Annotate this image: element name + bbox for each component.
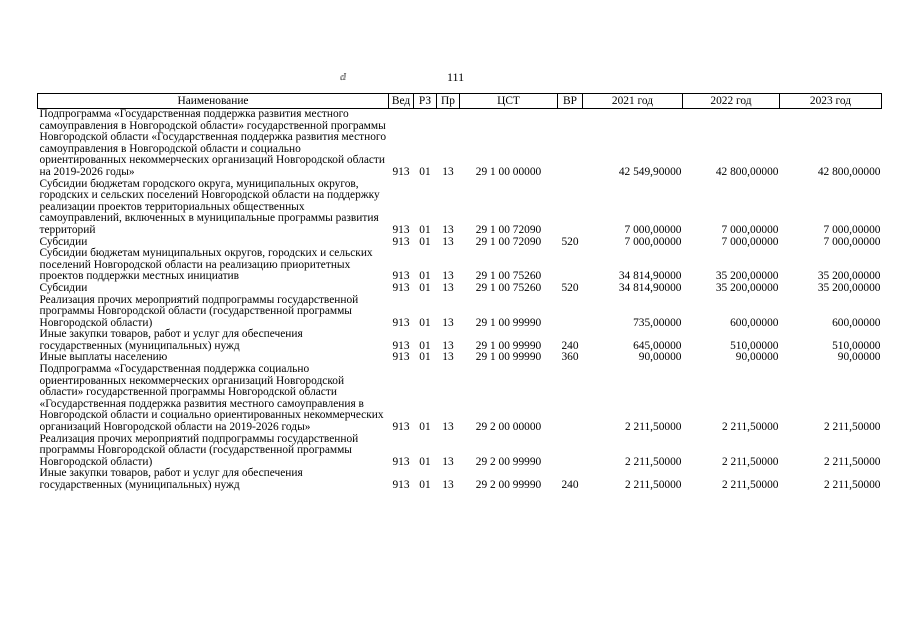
cell-pr: 13 <box>442 479 454 491</box>
cell-2021: 34 814,90000 <box>618 270 682 283</box>
cell-pr: 13 <box>442 281 454 294</box>
cell-ved: 913 <box>392 479 410 491</box>
cell-2021: 90,00000 <box>638 351 682 364</box>
cell-rz: 01 <box>419 223 431 236</box>
header-2023: 2023 год <box>780 94 882 109</box>
header-ved: Вед <box>389 94 414 109</box>
cell-vr: 240 <box>561 479 579 491</box>
cell-cst: 29 1 00 75260 <box>475 281 542 294</box>
table-row <box>38 295 882 330</box>
table-row <box>38 434 882 469</box>
cell-name: Субсидии бюджетам городского округа, муниципальных округов, городских и сельских поселений Новгородской области на поддержку реализации проектов территориальных общественных самоуправлений, включенных в муниципальные программы развития территорий <box>39 177 380 236</box>
table-row <box>38 248 882 283</box>
cell-pr: 13 <box>442 421 454 434</box>
cell-2023: 2 211,50000 <box>823 421 881 434</box>
table-body <box>38 109 882 492</box>
cell-ved: 913 <box>392 351 410 364</box>
cell-rz: 01 <box>419 421 431 434</box>
cell-2022: 7 000,00000 <box>721 235 779 248</box>
cell-cst: 29 1 00 72090 <box>475 235 542 248</box>
cell-pr: 13 <box>442 316 454 329</box>
cell-vr: 520 <box>561 235 579 248</box>
cell-2023: 35 200,00000 <box>817 270 881 283</box>
cell-name: Субсидии <box>39 235 88 248</box>
cell-name: Субсидии бюджетам муниципальных округов, городских и сельских поселений Новгородской области на реализацию приоритетных проектов поддержки местных инициатив <box>39 247 373 283</box>
cell-rz: 01 <box>419 270 431 283</box>
cell-vr: 360 <box>561 351 579 364</box>
header-2022: 2022 год <box>683 94 780 109</box>
cell-2021: 2 211,50000 <box>624 455 682 468</box>
cell-2022: 42 800,00000 <box>715 165 779 178</box>
budget-table <box>37 93 882 492</box>
cell-ved: 913 <box>392 455 410 468</box>
cell-pr: 13 <box>442 339 454 352</box>
cell-name: Иные выплаты населению <box>39 351 168 364</box>
cell-ved: 913 <box>392 270 410 283</box>
cell-2023: 2 211,50000 <box>823 479 881 491</box>
cell-vr: 240 <box>561 339 579 352</box>
cell-2021: 34 814,90000 <box>618 281 682 294</box>
cell-rz: 01 <box>419 339 431 352</box>
cell-2023: 510,00000 <box>832 339 881 352</box>
cell-2021: 7 000,00000 <box>624 223 682 236</box>
cell-2021: 2 211,50000 <box>624 421 682 434</box>
cell-vr <box>558 109 583 179</box>
cell-cst: 29 1 00 75260 <box>475 270 542 283</box>
cell-2022: 600,00000 <box>730 316 779 329</box>
cell-ved: 913 <box>392 316 410 329</box>
cell-2022: 2 211,50000 <box>721 421 779 434</box>
cell-cst: 29 2 00 00000 <box>475 421 542 434</box>
cell-name: Реализация прочих мероприятий подпрограммы государственной программы Новгородской области (государственной программы Новгородской области) <box>39 293 359 329</box>
header-rz: РЗ <box>414 94 437 109</box>
table-row <box>38 283 882 295</box>
cell-cst: 29 2 00 99990 <box>475 455 542 468</box>
cell-2021: 7 000,00000 <box>624 235 682 248</box>
cell-pr: 13 <box>442 223 454 236</box>
cell-ved: 913 <box>392 165 410 178</box>
header-name: Наименование <box>38 94 389 109</box>
cell-2023: 7 000,00000 <box>823 235 881 248</box>
cell-name: Иные закупки товаров, работ и услуг для обеспечения государственных (муниципальных) нужд <box>39 467 303 491</box>
cell-2021: 2 211,50000 <box>624 479 682 491</box>
table-header-row <box>38 94 882 109</box>
table-row <box>38 109 882 179</box>
cell-rz: 01 <box>419 455 431 468</box>
page-number: 111 <box>447 70 465 84</box>
header-pr: Пр <box>437 94 460 109</box>
table-row <box>38 179 882 237</box>
cell-cst: 29 2 00 99990 <box>475 479 542 491</box>
cell-name: Субсидии <box>39 281 88 294</box>
cell-pr: 13 <box>442 351 454 364</box>
cell-vr <box>558 434 583 469</box>
cell-2022: 2 211,50000 <box>721 455 779 468</box>
cell-name: Подпрограмма «Государственная поддержка социально ориентированных некоммерческих организаций Новгородской области» государственной программы Новгородской области «Государственная поддержка развития местного самоуправления в Новгородской области и социально ориентированных некоммерческих организаций Новгородской области на 2019-2026 годы» <box>39 363 384 434</box>
cell-2021: 42 549,90000 <box>618 165 682 178</box>
cell-name: Иные закупки товаров, работ и услуг для обеспечения государственных (муниципальных) нужд <box>39 328 303 352</box>
cell-2023: 42 800,00000 <box>817 165 881 178</box>
cell-cst: 29 1 00 72090 <box>475 223 542 236</box>
cell-cst: 29 1 00 99990 <box>475 339 542 352</box>
cell-cst: 29 1 00 00000 <box>475 165 542 178</box>
cell-2022: 7 000,00000 <box>721 223 779 236</box>
table-row <box>38 364 882 434</box>
header-2021: 2021 год <box>583 94 683 109</box>
cell-2023: 90,00000 <box>837 351 881 364</box>
cell-rz: 01 <box>419 281 431 294</box>
cell-vr <box>558 364 583 434</box>
cell-2023: 600,00000 <box>832 316 881 329</box>
cell-2022: 90,00000 <box>735 351 779 364</box>
cell-2022: 35 200,00000 <box>715 270 779 283</box>
cell-pr: 13 <box>442 165 454 178</box>
cell-rz: 01 <box>419 165 431 178</box>
cell-cst: 29 1 00 99990 <box>475 351 542 364</box>
cell-name: Подпрограмма «Государственная поддержка развития местного самоуправления в Новгородской области» государственной программы Новгородской области «Государственная поддержка развития местного самоуправления в Новгородской области и социально ориентированных некоммерческих организаций Новгородской области на 2019-2026 годы» <box>39 108 387 178</box>
cell-ved: 913 <box>392 223 410 236</box>
cell-ved: 913 <box>392 339 410 352</box>
cell-rz: 01 <box>419 316 431 329</box>
cell-ved: 913 <box>392 281 410 294</box>
cell-ved: 913 <box>392 421 410 434</box>
page-mark: ⅆ <box>340 72 347 82</box>
cell-vr <box>558 248 583 283</box>
cell-pr: 13 <box>442 270 454 283</box>
cell-pr: 13 <box>442 455 454 468</box>
cell-vr <box>558 179 583 237</box>
cell-vr <box>558 295 583 330</box>
cell-2022: 510,00000 <box>730 339 779 352</box>
cell-pr: 13 <box>442 235 454 248</box>
cell-rz: 01 <box>419 235 431 248</box>
table-row <box>38 468 882 491</box>
cell-ved: 913 <box>392 235 410 248</box>
cell-rz: 01 <box>419 479 431 491</box>
cell-2021: 735,00000 <box>633 316 682 329</box>
cell-2022: 2 211,50000 <box>721 479 779 491</box>
cell-name: Реализация прочих мероприятий подпрограммы государственной программы Новгородской области (государственной программы Новгородской области) <box>39 432 359 468</box>
cell-2023: 2 211,50000 <box>823 455 881 468</box>
table-row <box>38 329 882 352</box>
header-cst: ЦСТ <box>460 94 558 109</box>
cell-2023: 35 200,00000 <box>817 281 881 294</box>
cell-vr: 520 <box>561 281 579 294</box>
cell-cst: 29 1 00 99990 <box>475 316 542 329</box>
cell-2022: 35 200,00000 <box>715 281 779 294</box>
cell-rz: 01 <box>419 351 431 364</box>
cell-2023: 7 000,00000 <box>823 223 881 236</box>
cell-2021: 645,00000 <box>633 339 682 352</box>
header-vr: ВР <box>558 94 583 109</box>
